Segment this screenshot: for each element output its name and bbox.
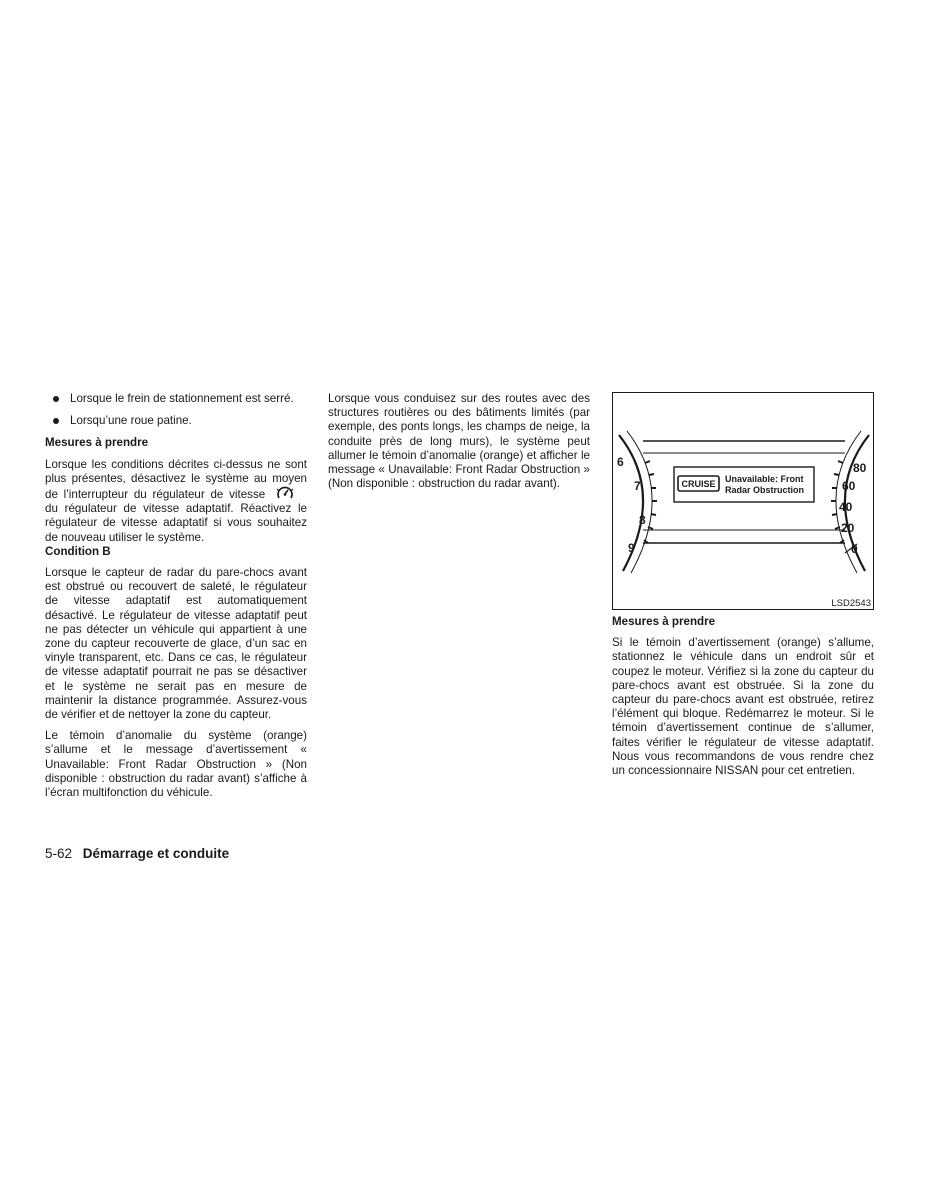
paragraph [45, 458, 307, 545]
cruise-switch-icon [275, 486, 295, 500]
instrument-cluster-figure [612, 392, 874, 610]
bullet-text: Lorsqu’une roue patine. [70, 414, 192, 428]
speed-label: 0 [851, 542, 858, 556]
paragraph: Lorsque le capteur de radar du pare-chocs avant est obstrué ou recouvert de saleté, le régulateur de vitesse adaptatif est automatiquement désactivé. Le régulateur de vitesse adaptatif peut ne pas détecter un véhicule qui appartient à une zone du capteur recouverte de glace, d’un sac en vinyle transparent, etc. Dans ce cas, le régulateur de vitesse adaptatif pourrait ne pas se désactiver et le système ne serait pas en mesure de maintenir la distance programmée. Assurez-vous de vérifier et de nettoyer la zone du capteur. [45, 566, 307, 722]
warning-message-line: Radar Obstruction [725, 485, 805, 495]
speed-label: 80 [853, 461, 867, 475]
paragraph: Si le témoin d’avertissement (orange) s’allume, stationnez le véhicule dans un endroit sûr et coupez le moteur. Vérifiez si la zone du capteur du pare-chocs avant est obstruée. Si la zone du capteur du pare-chocs avant est obstruée, retirez l’élément qui bloque. Redémarrez le moteur. Si le témoin d’avertissement continue de s’allumer, faites vérifier le régulateur de vitesse adaptatif. Nous vous recommandons de vous rendre chez un concessionnaire NISSAN pour cet entretien. [612, 636, 874, 778]
tach-label: 9 [628, 541, 635, 555]
bullet-icon [53, 418, 59, 424]
tach-label: 8 [639, 513, 646, 527]
speed-label: 20 [841, 521, 855, 535]
bullet-icon [53, 396, 59, 402]
warning-message-line: Unavailable: Front [725, 474, 804, 484]
bullet-text: Lorsque le frein de stationnement est serré. [70, 392, 294, 405]
speed-label: 40 [839, 500, 853, 514]
paragraph: Lorsque vous conduisez sur des routes avec des structures routières ou des bâtiments limités (par exemple, des ponts longs, les champs de neige, la conduite près de long murs), le système peut allumer le témoin d’anomalie (orange) et afficher le message « Unavailable: Front Radar Obstruction » (Non disponible : obstruction du radar avant). [328, 392, 590, 491]
page-footer [45, 846, 229, 861]
paragraph-text: du régulateur de vitesse adaptatif. Réactivez le régulateur de vitesse adaptatif si vous souhaitez de nouveau utiliser le système. [45, 502, 307, 544]
figure-code: LSD2543 [831, 598, 871, 609]
section-heading: Mesures à prendre [612, 615, 716, 628]
middle-column [328, 392, 590, 498]
page-number: 5-62 [45, 846, 73, 861]
instrument-cluster-illustration [613, 393, 874, 610]
tach-label: 7 [634, 479, 641, 493]
tach-label: 6 [617, 455, 624, 469]
paragraph: Le témoin d’anomalie du système (orange) s’allume et le message d’avertissement « Unavailable: Front Radar Obstruction » (Non disponible : obstruction du radar avant) s’affiche à l’écran multifonction du véhicule. [45, 729, 307, 800]
right-column [612, 615, 874, 785]
footer-section-title: Démarrage et conduite [82, 846, 230, 861]
bullet-item [45, 392, 307, 406]
speed-label: 60 [842, 479, 856, 493]
bullet-item [45, 414, 307, 428]
section-heading: Condition B [45, 544, 111, 558]
section-heading: Mesures à prendre [45, 436, 149, 450]
tachometer-ticks [644, 461, 657, 543]
cruise-indicator-label: CRUISE [681, 479, 716, 489]
paragraph-text: Lorsque les conditions décrites ci-dessus ne sont plus présentes, désactivez le système au moyen de l’interrupteur du régulateur de vitesse [45, 457, 307, 502]
left-column [45, 392, 307, 807]
